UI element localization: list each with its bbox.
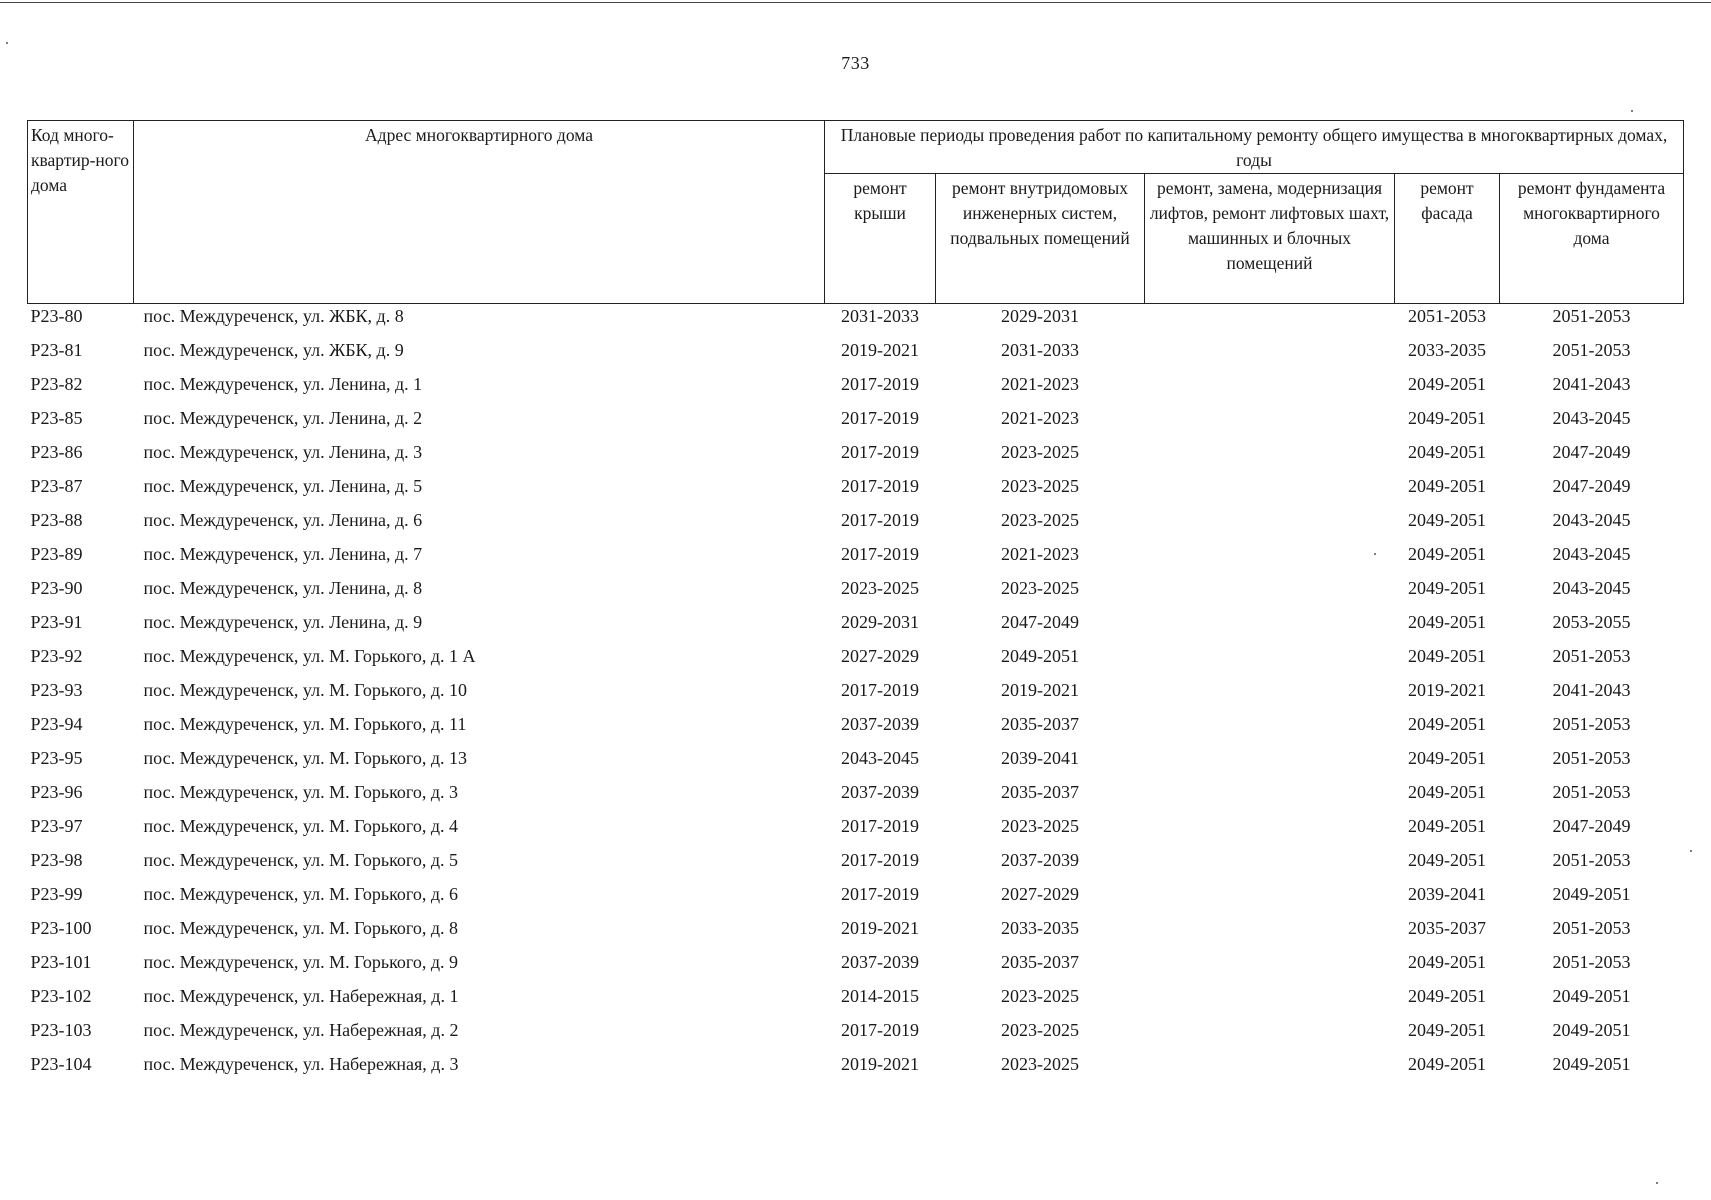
cell-elevators	[1145, 1053, 1395, 1087]
cell-facade: 2049-2051	[1408, 782, 1486, 802]
cell-systems: 2023-2025	[1001, 476, 1079, 496]
table-row	[28, 747, 1684, 781]
cell-elevators	[1145, 543, 1395, 577]
cell-elevators	[1145, 781, 1395, 815]
page-number: 733	[841, 53, 870, 73]
header-row-top	[28, 121, 1684, 174]
scan-speck	[6, 42, 8, 44]
cell-elevators	[1145, 849, 1395, 883]
cell-address: пос. Междуреченск, ул. Набережная, д. 2	[143, 1020, 459, 1040]
cell-elevators	[1145, 951, 1395, 985]
cell-foundation: 2051-2053	[1552, 952, 1631, 972]
cell-code: Р23-89	[30, 544, 83, 564]
cell-foundation: 2049-2051	[1552, 1054, 1631, 1074]
table-row	[28, 407, 1684, 441]
cell-systems: 2037-2039	[1001, 850, 1079, 870]
cell-roof: 2023-2025	[841, 578, 919, 598]
cell-systems: 2023-2025	[1001, 442, 1079, 462]
scan-speck	[1656, 1182, 1658, 1184]
cell-address: пос. Междуреченск, ул. Ленина, д. 9	[143, 612, 423, 632]
table-row	[28, 1019, 1684, 1053]
cell-code: Р23-81	[30, 340, 83, 360]
cell-roof: 2017-2019	[841, 884, 919, 904]
cell-facade: 2049-2051	[1408, 714, 1486, 734]
cell-systems: 2021-2023	[1001, 374, 1079, 394]
cell-facade: 2049-2051	[1408, 816, 1486, 836]
table-row	[28, 475, 1684, 509]
cell-facade: 2049-2051	[1408, 1020, 1486, 1040]
cell-code: Р23-100	[30, 918, 92, 938]
cell-address: пос. Междуреченск, ул. Ленина, д. 7	[143, 544, 423, 564]
cell-roof: 2017-2019	[841, 1020, 919, 1040]
cell-address: пос. Междуреченск, ул. Набережная, д. 3	[143, 1054, 459, 1074]
cell-roof: 2019-2021	[841, 1054, 919, 1074]
cell-code: Р23-102	[30, 986, 92, 1006]
table-row	[28, 373, 1684, 407]
cell-foundation: 2047-2049	[1552, 816, 1631, 836]
cell-roof: 2017-2019	[841, 544, 919, 564]
cell-foundation: 2049-2051	[1552, 1020, 1631, 1040]
cell-systems: 2023-2025	[1001, 816, 1079, 836]
cell-roof: 2017-2019	[841, 680, 919, 700]
table-row	[28, 509, 1684, 543]
cell-foundation: 2051-2053	[1552, 748, 1631, 768]
cell-foundation: 2051-2053	[1552, 918, 1631, 938]
header-periods: Плановые периоды проведения работ по капитальному ремонту общего имущества в многоквартирных домах, годы	[825, 121, 1684, 174]
cell-address: пос. Междуреченск, ул. М. Горького, д. 1 А	[143, 646, 476, 666]
cell-systems: 2035-2037	[1001, 952, 1079, 972]
cell-systems: 2021-2023	[1001, 544, 1079, 564]
cell-foundation: 2051-2053	[1552, 340, 1631, 360]
header-elevators: ремонт, замена, модернизация лифтов, ремонт лифтовых шахт, машинных и блочных помещений	[1145, 174, 1395, 304]
scan-speck	[1631, 110, 1633, 112]
cell-facade: 2049-2051	[1408, 748, 1486, 768]
cell-systems: 2021-2023	[1001, 408, 1079, 428]
cell-elevators	[1145, 304, 1395, 340]
cell-roof: 2014-2015	[841, 986, 919, 1006]
cell-code: Р23-85	[30, 408, 83, 428]
cell-roof: 2027-2029	[841, 646, 919, 666]
cell-code: Р23-88	[30, 510, 83, 530]
cell-foundation: 2051-2053	[1552, 850, 1631, 870]
cell-roof: 2017-2019	[841, 510, 919, 530]
table-row	[28, 611, 1684, 645]
cell-facade: 2049-2051	[1408, 476, 1486, 496]
cell-code: Р23-82	[30, 374, 83, 394]
cell-foundation: 2051-2053	[1552, 306, 1631, 326]
table-row	[28, 985, 1684, 1019]
cell-elevators	[1145, 611, 1395, 645]
capital-repair-table	[27, 120, 1684, 1087]
cell-elevators	[1145, 985, 1395, 1019]
header-roof: ремонт крыши	[825, 174, 936, 304]
cell-foundation: 2043-2045	[1552, 510, 1631, 530]
cell-roof: 2017-2019	[841, 476, 919, 496]
cell-facade: 2049-2051	[1408, 544, 1486, 564]
cell-systems: 2035-2037	[1001, 782, 1079, 802]
scan-speck	[1374, 553, 1376, 555]
cell-systems: 2031-2033	[1001, 340, 1079, 360]
table-row	[28, 951, 1684, 985]
cell-foundation: 2051-2053	[1552, 714, 1631, 734]
cell-foundation: 2041-2043	[1552, 374, 1631, 394]
cell-address: пос. Междуреченск, ул. Ленина, д. 2	[143, 408, 423, 428]
cell-code: Р23-104	[30, 1054, 92, 1074]
cell-code: Р23-90	[30, 578, 83, 598]
cell-facade: 2049-2051	[1408, 952, 1486, 972]
cell-code: Р23-93	[30, 680, 83, 700]
cell-foundation: 2051-2053	[1552, 646, 1631, 666]
cell-systems: 2047-2049	[1001, 612, 1079, 632]
cell-facade: 2049-2051	[1408, 646, 1486, 666]
cell-code: Р23-91	[30, 612, 83, 632]
header-facade: ремонт фасада	[1395, 174, 1500, 304]
cell-roof: 2037-2039	[841, 714, 919, 734]
header-address: Адрес многоквартирного дома	[134, 121, 825, 304]
cell-code: Р23-98	[30, 850, 83, 870]
cell-address: пос. Междуреченск, ул. М. Горького, д. 3	[143, 782, 459, 802]
cell-address: пос. Междуреченск, ул. М. Горького, д. 9	[143, 952, 459, 972]
cell-systems: 2035-2037	[1001, 714, 1079, 734]
table-row	[28, 781, 1684, 815]
cell-elevators	[1145, 475, 1395, 509]
cell-address: пос. Междуреченск, ул. Ленина, д. 3	[143, 442, 423, 462]
table-row	[28, 577, 1684, 611]
table-row	[28, 645, 1684, 679]
cell-roof: 2017-2019	[841, 408, 919, 428]
cell-address: пос. Междуреченск, ул. М. Горького, д. 13	[143, 748, 468, 768]
cell-elevators	[1145, 645, 1395, 679]
cell-facade: 2049-2051	[1408, 612, 1486, 632]
cell-foundation: 2049-2051	[1552, 884, 1631, 904]
table-row	[28, 815, 1684, 849]
table-header	[28, 121, 1684, 304]
cell-elevators	[1145, 373, 1395, 407]
cell-code: Р23-95	[30, 748, 83, 768]
cell-foundation: 2047-2049	[1552, 476, 1631, 496]
scan-speck	[1690, 850, 1692, 852]
cell-elevators	[1145, 747, 1395, 781]
cell-systems: 2033-2035	[1001, 918, 1079, 938]
cell-elevators	[1145, 577, 1395, 611]
cell-address: пос. Междуреченск, ул. Ленина, д. 6	[143, 510, 423, 530]
cell-elevators	[1145, 917, 1395, 951]
cell-facade: 2049-2051	[1408, 578, 1486, 598]
cell-facade: 2049-2051	[1408, 374, 1486, 394]
cell-roof: 2017-2019	[841, 374, 919, 394]
cell-facade: 2049-2051	[1408, 510, 1486, 530]
cell-foundation: 2053-2055	[1552, 612, 1631, 632]
cell-foundation: 2049-2051	[1552, 986, 1631, 1006]
table-row	[28, 713, 1684, 747]
cell-code: Р23-101	[30, 952, 92, 972]
cell-roof: 2031-2033	[841, 306, 919, 326]
cell-address: пос. Междуреченск, ул. Ленина, д. 5	[143, 476, 423, 496]
cell-foundation: 2051-2053	[1552, 782, 1631, 802]
cell-roof: 2017-2019	[841, 850, 919, 870]
cell-foundation: 2043-2045	[1552, 578, 1631, 598]
cell-address: пос. Междуреченск, ул. Ленина, д. 1	[143, 374, 423, 394]
cell-roof: 2019-2021	[841, 340, 919, 360]
table-body	[28, 304, 1684, 1088]
cell-code: Р23-94	[30, 714, 83, 734]
cell-facade: 2019-2021	[1408, 680, 1486, 700]
cell-facade: 2049-2051	[1408, 1054, 1486, 1074]
cell-facade: 2049-2051	[1408, 442, 1486, 462]
cell-roof: 2019-2021	[841, 918, 919, 938]
cell-foundation: 2041-2043	[1552, 680, 1631, 700]
cell-facade: 2049-2051	[1408, 850, 1486, 870]
cell-systems: 2023-2025	[1001, 578, 1079, 598]
cell-facade: 2039-2041	[1408, 884, 1486, 904]
top-edge-rule	[0, 2, 1711, 3]
cell-systems: 2049-2051	[1001, 646, 1079, 666]
cell-systems: 2027-2029	[1001, 884, 1079, 904]
cell-address: пос. Междуреченск, ул. М. Горького, д. 8	[143, 918, 459, 938]
cell-elevators	[1145, 441, 1395, 475]
cell-systems: 2039-2041	[1001, 748, 1079, 768]
cell-systems: 2029-2031	[1001, 306, 1079, 326]
cell-facade: 2049-2051	[1408, 986, 1486, 1006]
cell-elevators	[1145, 407, 1395, 441]
table-row	[28, 441, 1684, 475]
table-row	[28, 679, 1684, 713]
cell-facade: 2035-2037	[1408, 918, 1486, 938]
cell-roof: 2017-2019	[841, 442, 919, 462]
cell-elevators	[1145, 509, 1395, 543]
cell-code: Р23-96	[30, 782, 83, 802]
cell-systems: 2023-2025	[1001, 510, 1079, 530]
cell-address: пос. Междуреченск, ул. ЖБК, д. 9	[143, 340, 404, 360]
cell-code: Р23-92	[30, 646, 83, 666]
cell-elevators	[1145, 1019, 1395, 1053]
cell-address: пос. Междуреченск, ул. М. Горького, д. 4	[143, 816, 459, 836]
table-row	[28, 304, 1684, 340]
cell-address: пос. Междуреченск, ул. М. Горького, д. 5	[143, 850, 459, 870]
table-row	[28, 339, 1684, 373]
cell-elevators	[1145, 339, 1395, 373]
table-row	[28, 917, 1684, 951]
cell-address: пос. Междуреченск, ул. М. Горького, д. 10	[143, 680, 468, 700]
cell-facade: 2033-2035	[1408, 340, 1486, 360]
cell-address: пос. Междуреченск, ул. М. Горького, д. 6	[143, 884, 459, 904]
table-row	[28, 1053, 1684, 1087]
cell-facade: 2049-2051	[1408, 408, 1486, 428]
cell-code: Р23-99	[30, 884, 83, 904]
cell-facade: 2051-2053	[1408, 306, 1486, 326]
cell-systems: 2023-2025	[1001, 1054, 1079, 1074]
cell-elevators	[1145, 815, 1395, 849]
cell-elevators	[1145, 713, 1395, 747]
cell-address: пос. Междуреченск, ул. Ленина, д. 8	[143, 578, 423, 598]
header-code: Код много-квартир-ного дома	[28, 121, 134, 304]
table-row	[28, 849, 1684, 883]
cell-systems: 2023-2025	[1001, 986, 1079, 1006]
cell-address: пос. Междуреченск, ул. Набережная, д. 1	[143, 986, 459, 1006]
cell-foundation: 2047-2049	[1552, 442, 1631, 462]
header-foundation: ремонт фундамента многоквартирного дома	[1500, 174, 1684, 304]
cell-code: Р23-80	[30, 306, 83, 326]
cell-roof: 2029-2031	[841, 612, 919, 632]
header-systems: ремонт внутридомовых инженерных систем, подвальных помещений	[936, 174, 1145, 304]
cell-systems: 2019-2021	[1001, 680, 1079, 700]
cell-foundation: 2043-2045	[1552, 544, 1631, 564]
cell-address: пос. Междуреченск, ул. ЖБК, д. 8	[143, 306, 404, 326]
table-row	[28, 543, 1684, 577]
table-row	[28, 883, 1684, 917]
cell-code: Р23-87	[30, 476, 83, 496]
cell-foundation: 2043-2045	[1552, 408, 1631, 428]
cell-code: Р23-103	[30, 1020, 92, 1040]
cell-systems: 2023-2025	[1001, 1020, 1079, 1040]
cell-roof: 2043-2045	[841, 748, 919, 768]
cell-code: Р23-86	[30, 442, 83, 462]
cell-roof: 2037-2039	[841, 952, 919, 972]
cell-roof: 2037-2039	[841, 782, 919, 802]
cell-elevators	[1145, 883, 1395, 917]
cell-roof: 2017-2019	[841, 816, 919, 836]
cell-elevators	[1145, 679, 1395, 713]
cell-code: Р23-97	[30, 816, 83, 836]
cell-address: пос. Междуреченск, ул. М. Горького, д. 11	[143, 714, 467, 734]
